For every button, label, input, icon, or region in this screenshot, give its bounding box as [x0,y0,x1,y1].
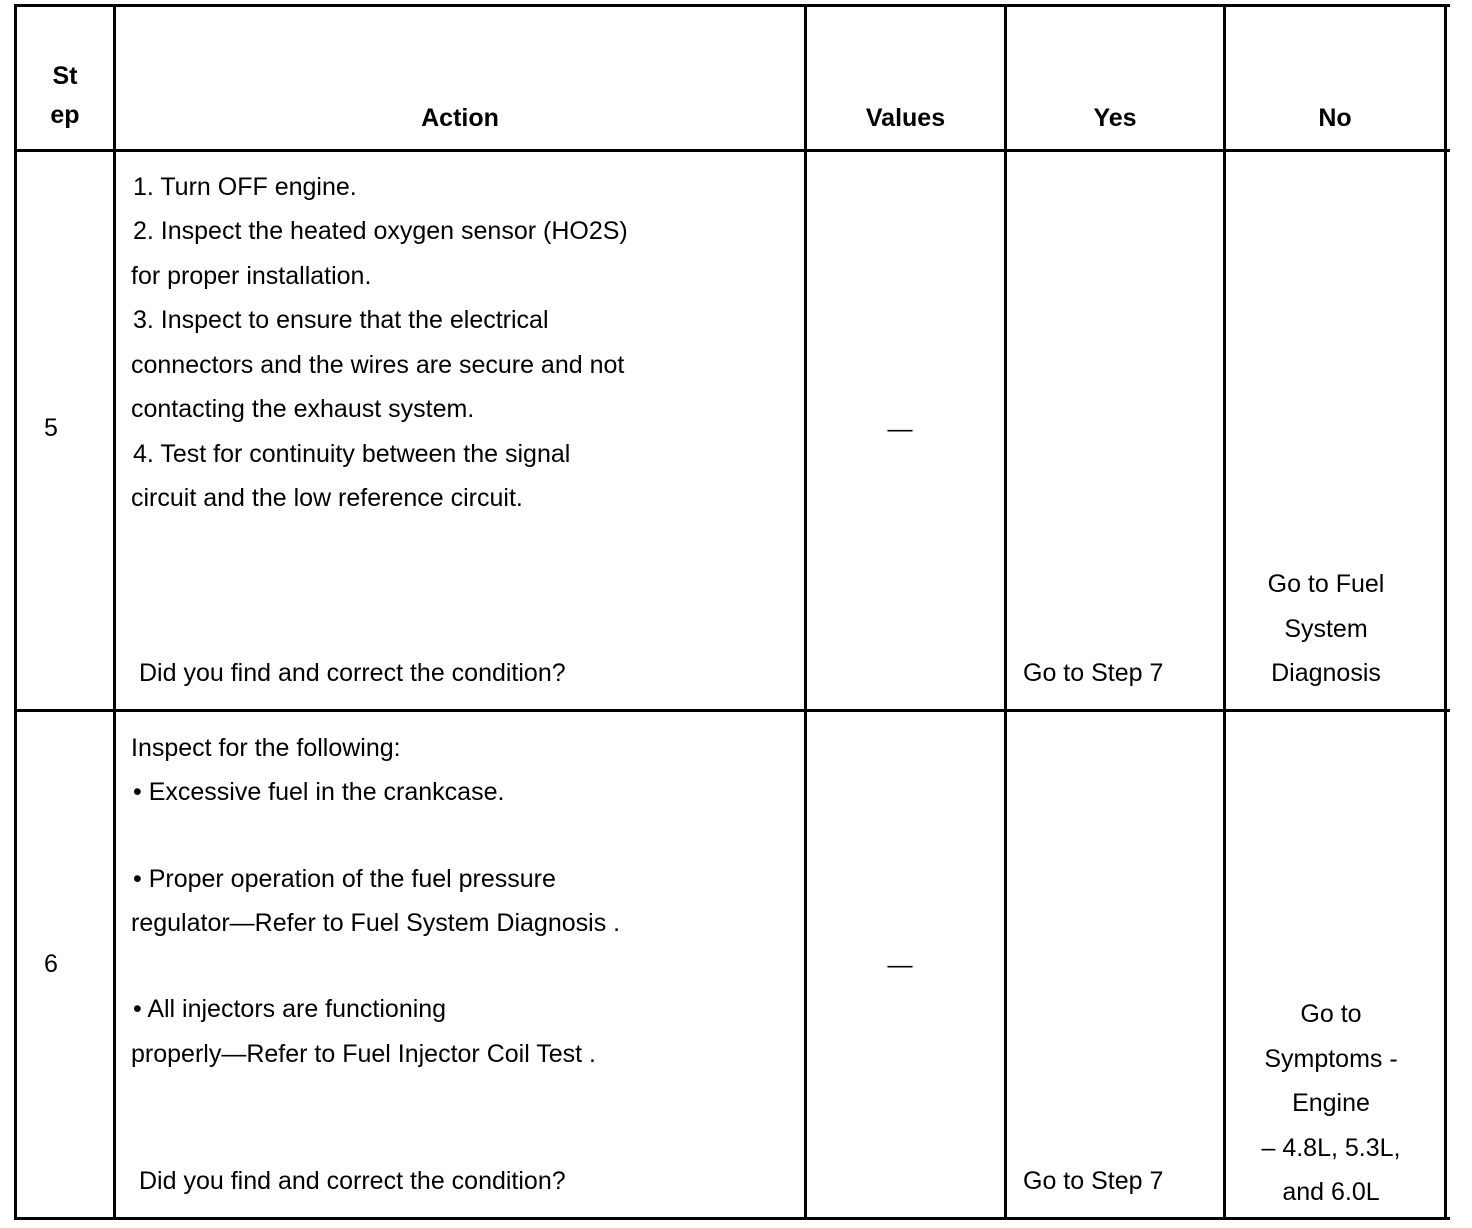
action-question: Did you find and correct the condition? [139,659,566,687]
action-line: contacting the exhaust system. [131,395,475,423]
action-line: • Excessive fuel in the crankcase. [133,778,505,806]
no-line: Engine [1292,1089,1370,1117]
no-line: Go to Fuel [1267,570,1385,598]
no-cell [1226,992,1436,1215]
action-line: Inspect for the following: [131,734,401,762]
no-line: and 6.0L [1282,1178,1380,1206]
row-divider [14,709,1450,712]
action-line: 3. Inspect to ensure that the electrical [133,306,549,334]
header-step [17,57,113,135]
yes-cell: Go to Step 7 [1023,1167,1164,1195]
header-divider [14,149,1450,152]
action-line: properly—Refer to Fuel Injector Coil Test . [131,1040,597,1068]
border-right [1444,4,1447,1220]
header-yes: Yes [1093,104,1137,132]
header-values: Values [865,104,946,132]
col-divider-step [113,4,116,1220]
header-action: Action [421,104,499,132]
col-divider-values [1004,4,1007,1220]
no-line: – 4.8L, 5.3L, [1261,1133,1401,1162]
yes-cell: Go to Step 7 [1023,659,1164,687]
border-top [14,4,1450,7]
action-line: 1. Turn OFF engine. [133,173,357,201]
no-cell [1226,562,1426,696]
values-cell: — [887,951,913,979]
action-line: circuit and the low reference circuit. [131,484,523,512]
step-number: 5 [44,414,58,442]
action-line: 2. Inspect the heated oxygen sensor (HO2S) [133,217,628,245]
action-line: • Proper operation of the fuel pressure [133,865,556,893]
no-line: Go to [1300,1000,1362,1028]
header-step-line1: St [52,62,78,90]
border-bottom [14,1217,1450,1220]
action-line: for proper installation. [131,262,372,290]
action-line: • All injectors are functioning [133,995,447,1023]
col-divider-action [804,4,807,1220]
header-no: No [1318,104,1352,132]
action-line: 4. Test for continuity between the signal [133,440,571,468]
action-question: Did you find and correct the condition? [139,1167,566,1195]
border-left [14,4,17,1220]
no-line: Symptoms - [1264,1044,1398,1073]
values-cell: — [887,415,913,443]
action-line: regulator—Refer to Fuel System Diagnosis . [131,909,621,937]
header-step-line2: ep [50,101,80,129]
action-line: connectors and the wires are secure and not [131,351,625,379]
step-number: 6 [44,950,58,978]
no-line: System [1284,614,1368,643]
no-line: Diagnosis [1271,659,1381,687]
